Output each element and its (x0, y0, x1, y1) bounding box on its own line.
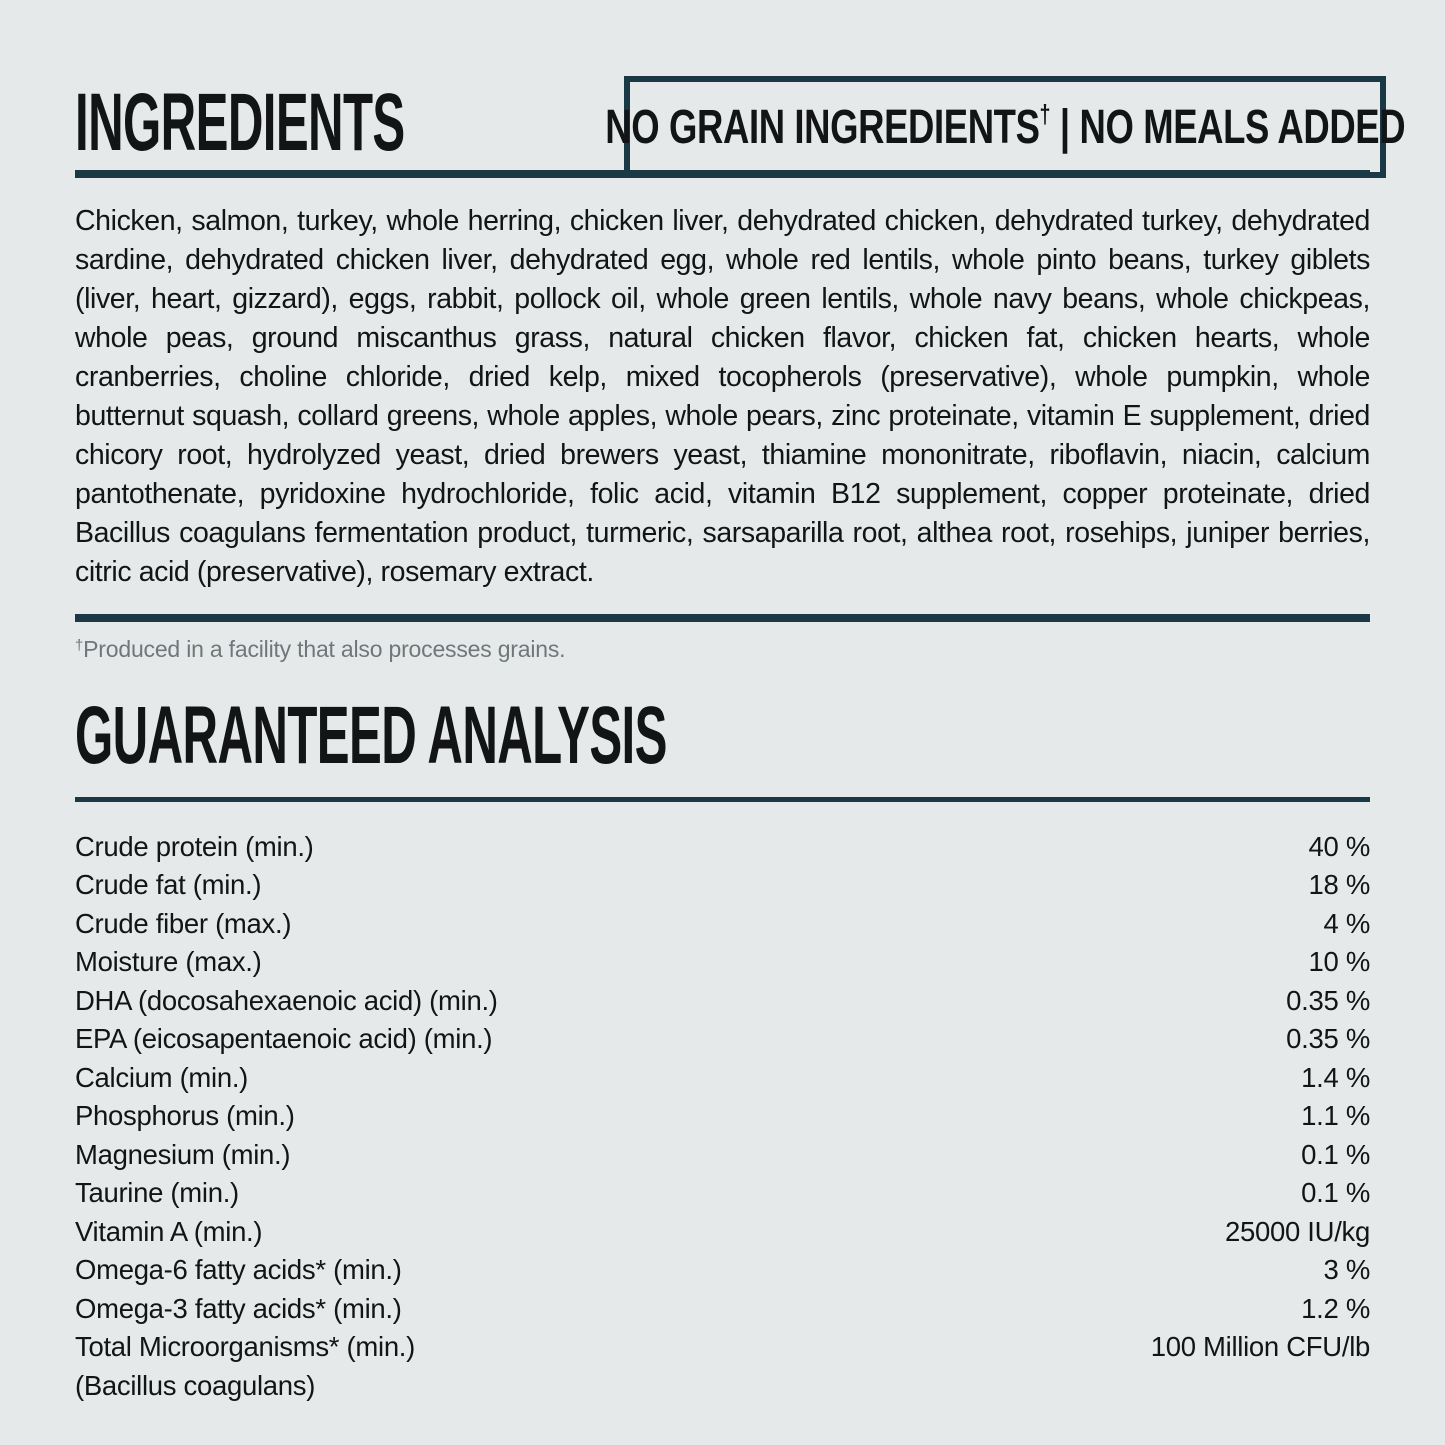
analysis-label: (Bacillus coagulans) (75, 1369, 316, 1401)
analysis-label: Total Microorganisms* (min.) (75, 1331, 416, 1363)
analysis-row-epa (75, 1020, 1370, 1059)
analysis-label: Phosphorus (min.) (75, 1100, 295, 1132)
analysis-row-crude-fiber (75, 905, 1370, 944)
analysis-row-crude-fat (75, 866, 1370, 905)
analysis-row-moisture (75, 943, 1370, 982)
ingredients-list: Chicken, salmon, turkey, whole herring, chicken liver, dehydrated chicken, dehydrated turkey, dehydrated sardine, dehydrated chicken liver, dehydrated egg, whole red lentils, whole pinto beans, turkey giblets (liver, heart, gizzard), eggs, rabbit, pollock oil, whole green lentils, whole navy beans, whole chickpeas, whole peas, ground miscanthus grass, natural chicken flavor, chicken fat, chicken hearts, whole cranberries, choline chloride, dried kelp, mixed tocopherols (preservative), whole pumpkin, whole butternut squash, collard greens, whole apples, whole pears, zinc proteinate, vitamin E supplement, dried chicory root, hydrolyzed yeast, dried brewers yeast, thiamine mononitrate, riboflavin, niacin, calcium pantothenate, pyridoxine hydrochloride, folic acid, vitamin B12 supplement, copper proteinate, dried Bacillus coagulans fermentation product, turmeric, sarsaparilla root, althea root, rosehips, juniper berries, citric acid (preservative), rosemary extract. (75, 205, 1370, 588)
analysis-value: 0.35 % (1286, 984, 1370, 1016)
analysis-value: 40 % (1308, 830, 1370, 862)
analysis-value: 1.4 % (1301, 1061, 1370, 1093)
analysis-label: Taurine (min.) (75, 1177, 239, 1209)
ingredients-footer-divider (75, 614, 1370, 622)
analysis-label: Moisture (max.) (75, 946, 262, 978)
guaranteed-analysis-title (75, 690, 1370, 781)
analysis-value: 18 % (1308, 869, 1370, 901)
ingredients-header (75, 52, 1406, 170)
badge-text-part1: NO GRAIN INGREDIENTS (605, 101, 1040, 154)
analysis-label: Magnesium (min.) (75, 1138, 291, 1170)
badge-dagger: † (1039, 99, 1051, 129)
analysis-row-dha (75, 982, 1370, 1021)
analysis-row-magnesium (75, 1136, 1370, 1175)
analysis-value: 1.1 % (1301, 1100, 1370, 1132)
analysis-row-total-microorganisms (75, 1328, 1370, 1367)
analysis-row-taurine (75, 1174, 1370, 1213)
footnote-dagger: † (75, 637, 84, 654)
analysis-value: 25000 IU/kg (1225, 1215, 1370, 1247)
ingredients-title (75, 77, 624, 169)
analysis-value: 0.1 % (1301, 1177, 1370, 1209)
analysis-label: DHA (docosahexaenoic acid) (min.) (75, 984, 498, 1016)
no-grain-badge (605, 76, 1406, 178)
analysis-row-calcium (75, 1059, 1370, 1098)
analysis-row-omega-3 (75, 1290, 1370, 1329)
badge-text-part2: | NO MEALS ADDED (1050, 101, 1406, 154)
analysis-label: Crude fat (min.) (75, 869, 262, 901)
analysis-value: 1.2 % (1301, 1292, 1370, 1324)
analysis-row-vitamin-a (75, 1213, 1370, 1252)
analysis-label: Crude fiber (max.) (75, 907, 292, 939)
analysis-value: 0.1 % (1301, 1138, 1370, 1170)
analysis-label: Crude protein (min.) (75, 830, 314, 862)
analysis-value: 0.35 % (1286, 1023, 1370, 1055)
analysis-label: Omega-6 fatty acids* (min.) (75, 1254, 402, 1286)
analysis-row-crude-protein (75, 828, 1370, 867)
ingredients-title-text: INGREDIENTS (75, 77, 405, 169)
analysis-label: Vitamin A (min.) (75, 1215, 263, 1247)
analysis-value: 3 % (1323, 1254, 1370, 1286)
grain-facility-footnote (75, 636, 1370, 663)
analysis-row-phosphorus (75, 1097, 1370, 1136)
analysis-row-omega-6 (75, 1251, 1370, 1290)
guaranteed-analysis-divider (75, 797, 1370, 802)
guaranteed-analysis-title-text: GUARANTEED ANALYSIS (75, 690, 667, 781)
analysis-value: 4 % (1323, 907, 1370, 939)
no-grain-badge-text (605, 99, 1405, 155)
guaranteed-analysis-table (75, 828, 1370, 1406)
analysis-value: 100 Million CFU/lb (1150, 1331, 1370, 1363)
analysis-row-bacillus-coagulans (75, 1367, 1370, 1406)
analysis-value: 10 % (1308, 946, 1370, 978)
analysis-label: EPA (eicosapentaenoic acid) (min.) (75, 1023, 493, 1055)
analysis-label: Omega-3 fatty acids* (min.) (75, 1292, 402, 1324)
analysis-label: Calcium (min.) (75, 1061, 249, 1093)
footnote-text: Produced in a facility that also processes grains. (83, 636, 566, 662)
